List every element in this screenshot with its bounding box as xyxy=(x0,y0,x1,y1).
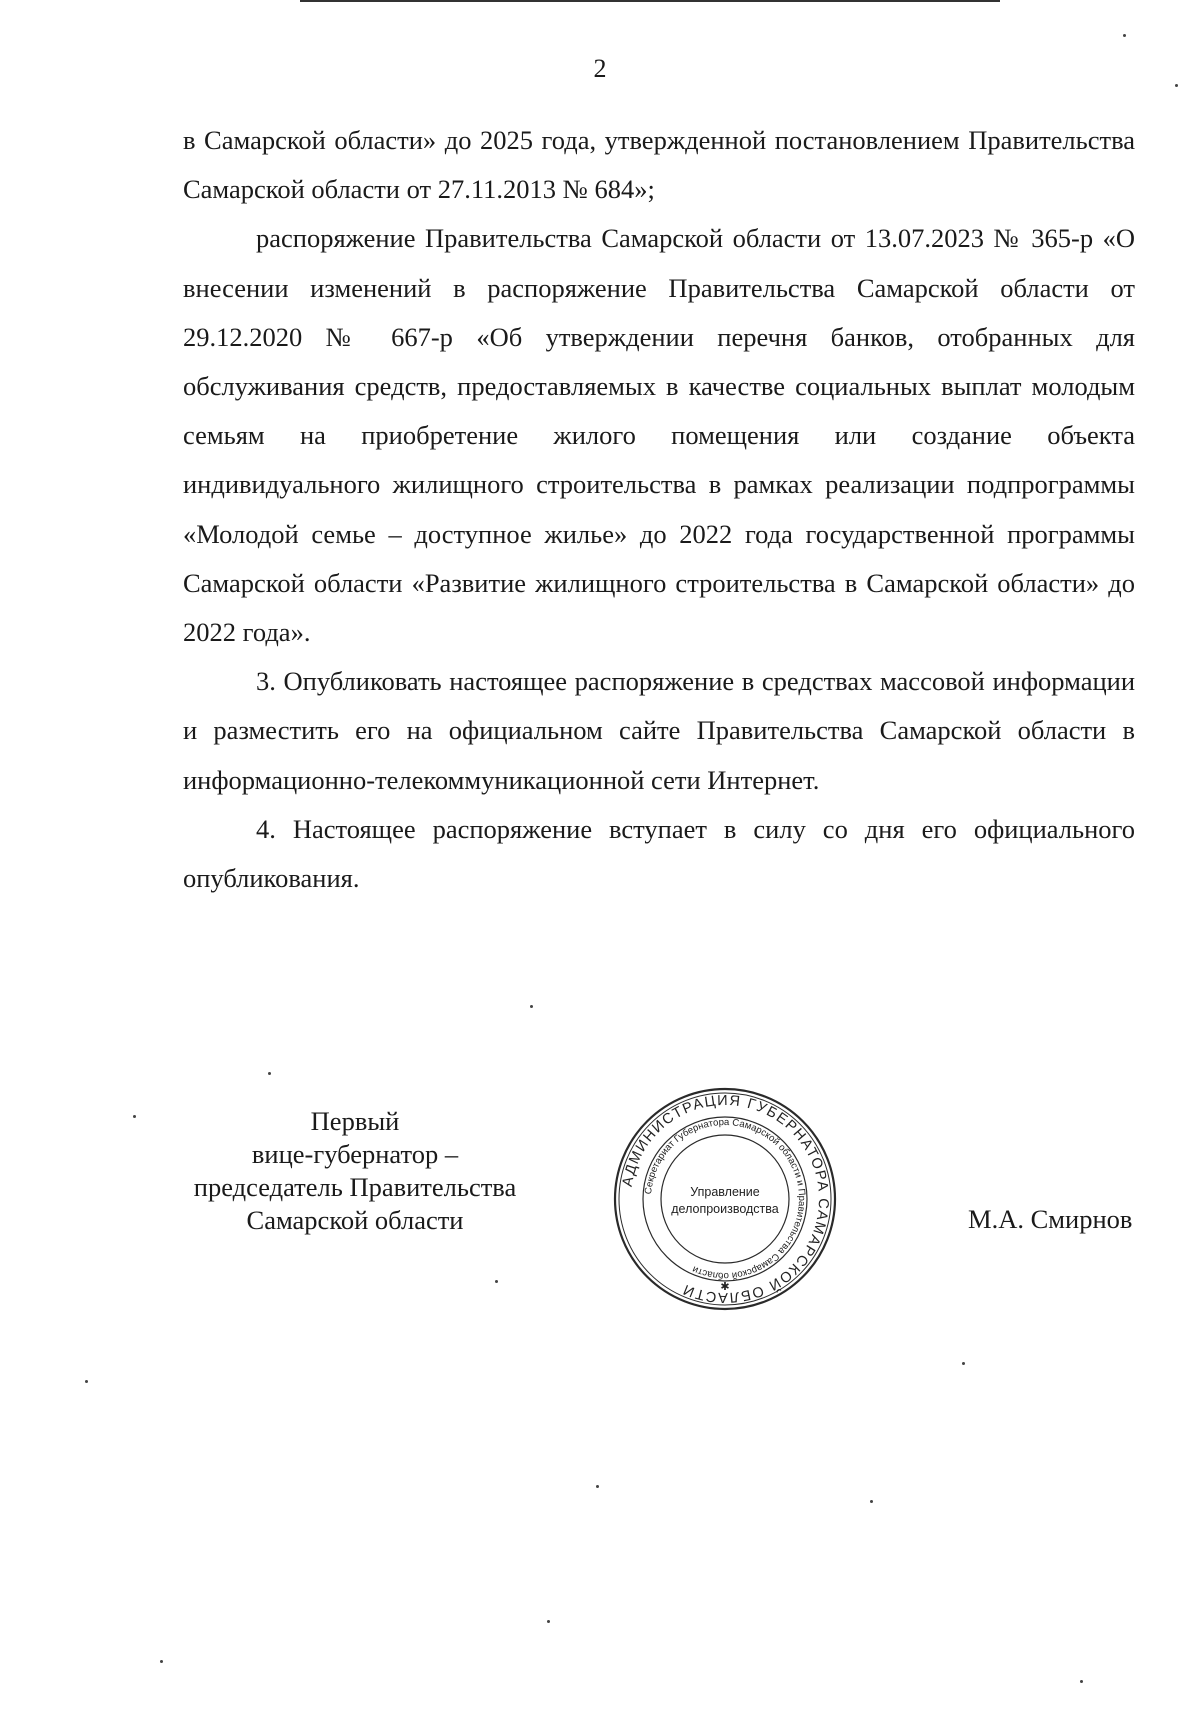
scan-speck xyxy=(160,1660,163,1663)
document-body xyxy=(183,116,1135,903)
scan-speck xyxy=(268,1072,271,1075)
page-number: 2 xyxy=(593,54,607,83)
scan-speck xyxy=(1080,1680,1083,1683)
signatory-position-line: вице-губернатор – xyxy=(251,1139,459,1169)
signatory-position-line: Самарской области xyxy=(246,1205,464,1235)
scan-speck xyxy=(530,1005,533,1008)
top-edge-rule xyxy=(300,0,1000,2)
official-seal xyxy=(612,1086,838,1312)
signatory-position-line: председатель Правительства xyxy=(193,1172,517,1202)
signatory-name: М.А. Смирнов xyxy=(968,1204,1133,1234)
scan-speck xyxy=(1175,84,1178,87)
scan-speck xyxy=(85,1380,88,1383)
scan-speck xyxy=(495,1280,498,1283)
scan-speck xyxy=(596,1485,599,1488)
seal-center-line-1: Управление xyxy=(690,1185,760,1199)
signatory-position xyxy=(150,1105,560,1237)
paragraph-order-reference: распоряжение Правительства Самарской области от 13.07.2023 № 365-р «О внесении изменений в распоряжение Правительства Самарской области от 29.12.2020 № 667-р «Об утверждении перечня банков, отобранных для обслуживания средств, предоставляемых в качестве социальных выплат молодым семьям на приобретение жилого помещения или создание объекта индивидуального жилищного строительства в рамках реализации подпрограммы «Молодой семье – доступное жилье» до 2022 года государственной программы Самарской области «Развитие жилищного строительства в Самарской области» до 2022 года». xyxy=(183,223,1135,648)
paragraph-item-3: 3. Опубликовать настоящее распоряжение в средствах массовой информации и разместить его на официальном сайте Правительства Самарской области в информационно-телекоммуникационной сети Интернет. xyxy=(183,666,1135,795)
scan-speck xyxy=(133,1115,136,1118)
paragraph-continuation: в Самарской области» до 2025 года, утвержденной постановлением Правительства Самарской области от 27.11.2013 № 684»; xyxy=(183,125,1135,205)
seal-inner-text: Секретариат Губернатора Самарской области и Правительства Самарской области xyxy=(643,1116,808,1282)
seal-center-line-2: делопроизводства xyxy=(671,1202,779,1216)
scan-speck xyxy=(870,1500,873,1503)
scan-speck xyxy=(1123,34,1126,37)
paragraph-item-4: 4. Настоящее распоряжение вступает в силу со дня его официального опубликования. xyxy=(183,813,1135,894)
scan-speck xyxy=(547,1620,550,1623)
seal-outer-text: АДМИНИСТРАЦИЯ ГУБЕРНАТОРА САМАРСКОЙ ОБЛАСТИ xyxy=(619,1092,832,1306)
signatory-position-line: Первый xyxy=(310,1106,400,1136)
scan-speck xyxy=(962,1362,965,1365)
seal-star-icon: ✱ xyxy=(720,1280,730,1293)
